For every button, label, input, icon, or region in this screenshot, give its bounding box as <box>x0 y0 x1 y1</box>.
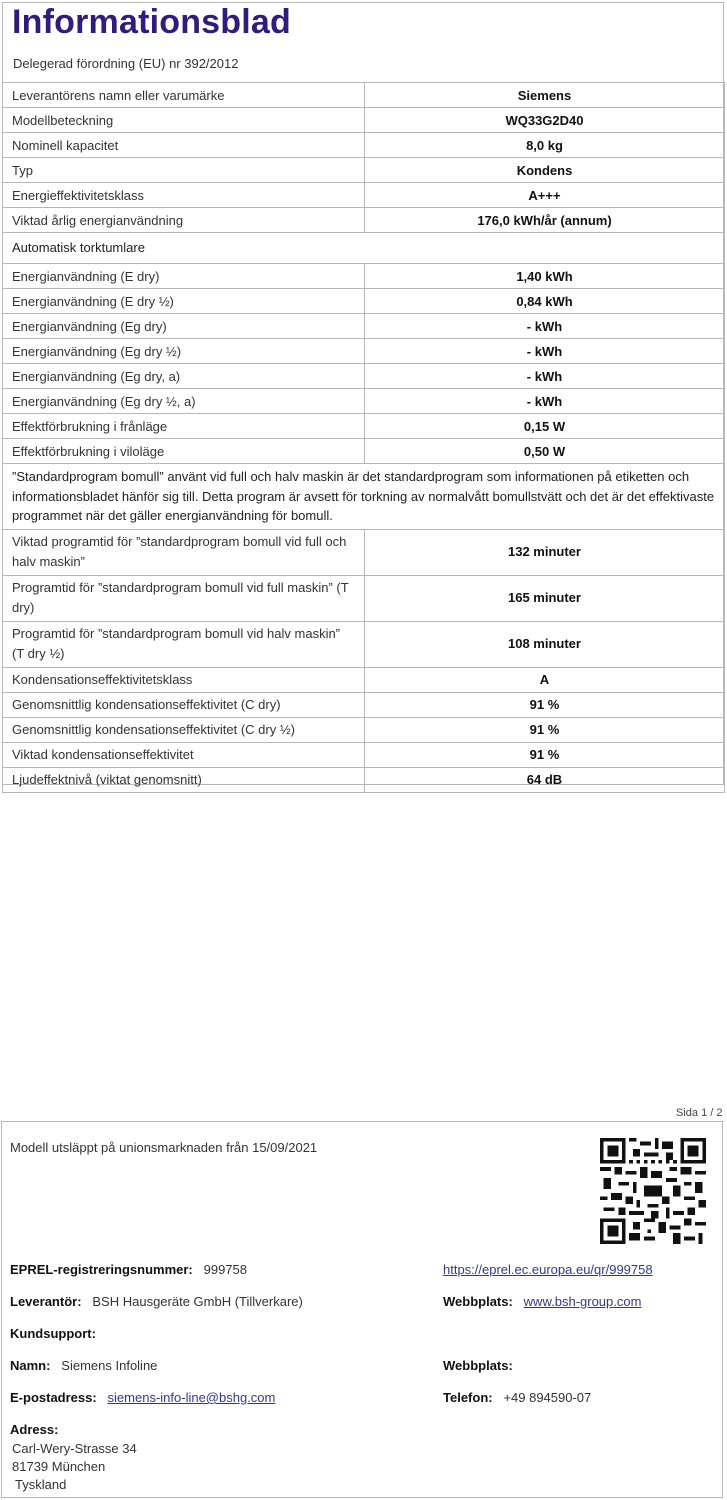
spec-table <box>2 82 725 793</box>
row-label: Kondensationseffektivitetsklass <box>3 667 365 692</box>
row-value: - kWh <box>365 314 725 339</box>
info-sheet <box>2 2 724 785</box>
table-row <box>3 108 725 133</box>
table-row <box>3 414 725 439</box>
supplier-row <box>10 1294 303 1309</box>
table-row <box>3 575 725 621</box>
row-label: Ljudeffektnivå (viktat genomsnitt) <box>3 767 365 792</box>
website-link[interactable]: www.bsh-group.com <box>523 1294 642 1309</box>
row-value: A+++ <box>365 183 725 208</box>
support-label: Kundsupport: <box>10 1326 96 1341</box>
email-label: E-postadress: <box>10 1390 97 1405</box>
phone-row <box>443 1390 591 1405</box>
row-value: Kondens <box>365 158 725 183</box>
row-value: 0,84 kWh <box>365 289 725 314</box>
row-value: 176,0 kWh/år (annum) <box>365 208 725 233</box>
row-label: Typ <box>3 158 365 183</box>
row-label: Energianvändning (Eg dry, a) <box>3 364 365 389</box>
eprel-url-row[interactable] <box>443 1262 653 1277</box>
table-row <box>3 439 725 464</box>
address-label: Adress: <box>10 1422 59 1437</box>
row-value: 8,0 kg <box>365 133 725 158</box>
row-label: Effektförbrukning i frånläge <box>3 414 365 439</box>
row-value: 0,15 W <box>365 414 725 439</box>
name-value: Siemens Infoline <box>61 1358 158 1373</box>
table-row <box>3 529 725 575</box>
phone-label: Telefon: <box>443 1390 493 1405</box>
table-row <box>3 667 725 692</box>
row-label: Effektförbrukning i viloläge <box>3 439 365 464</box>
address-line-1: Carl-Wery-Strasse 34 <box>12 1441 137 1456</box>
name-label: Namn: <box>10 1358 51 1373</box>
table-row <box>3 621 725 667</box>
table-row <box>3 158 725 183</box>
row-label: Energianvändning (E dry) <box>3 264 365 289</box>
row-value: 165 minuter <box>365 575 725 621</box>
eprel-url-link[interactable]: https://eprel.ec.europa.eu/qr/999758 <box>443 1262 653 1277</box>
table-row <box>3 183 725 208</box>
row-value: A <box>365 667 725 692</box>
table-row <box>3 83 725 108</box>
full-width-cell: ”Standardprogram bomull” använt vid full och halv maskin är det standardprogram som informationen på etiketten och informationsbladet hänför sig till. Detta program är avsett för torkning av normalvått bomullstvätt och det är det effektivaste programmet när det gäller energianvändning för bomull. <box>3 464 725 530</box>
row-label: Energianvändning (Eg dry ½, a) <box>3 389 365 414</box>
address-heading <box>10 1422 58 1437</box>
address-line-3: Tyskland <box>15 1477 67 1492</box>
page-title: Informationsblad <box>12 3 291 41</box>
row-label: Nominell kapacitet <box>3 133 365 158</box>
row-label: Energieffektivitetsklass <box>3 183 365 208</box>
website-label: Webbplats: <box>443 1294 513 1309</box>
row-label: Programtid för ”standardprogram bomull vid halv maskin” (T dry ½) <box>3 621 365 667</box>
row-value: - kWh <box>365 364 725 389</box>
support-website-row <box>443 1358 513 1373</box>
table-row <box>3 314 725 339</box>
row-value: Siemens <box>365 83 725 108</box>
row-label: Energianvändning (Eg dry ½) <box>3 339 365 364</box>
row-value: 0,50 W <box>365 439 725 464</box>
table-row <box>3 339 725 364</box>
row-value: 132 minuter <box>365 529 725 575</box>
market-date: Modell utsläppt på unionsmarknaden från 15/09/2021 <box>10 1140 318 1155</box>
row-label: Energianvändning (Eg dry) <box>3 314 365 339</box>
row-label: Leverantörens namn eller varumärke <box>3 83 365 108</box>
eprel-label: EPREL-registreringsnummer: <box>10 1262 193 1277</box>
table-row <box>3 464 725 530</box>
website-row <box>443 1294 641 1309</box>
row-label: Genomsnittlig kondensationseffektivitet (C dry ½) <box>3 717 365 742</box>
supplier-label: Leverantör: <box>10 1294 82 1309</box>
table-row <box>3 692 725 717</box>
row-value: WQ33G2D40 <box>365 108 725 133</box>
row-value: 1,40 kWh <box>365 264 725 289</box>
row-value: - kWh <box>365 339 725 364</box>
qr-code-icon[interactable] <box>600 1138 706 1244</box>
row-label: Viktad programtid för ”standardprogram bomull vid full och halv maskin” <box>3 529 365 575</box>
regulation-subtitle: Delegerad förordning (EU) nr 392/2012 <box>13 56 239 71</box>
table-row <box>3 389 725 414</box>
row-label: Genomsnittlig kondensationseffektivitet (C dry) <box>3 692 365 717</box>
footer-panel <box>1 1121 723 1498</box>
row-value: 91 % <box>365 692 725 717</box>
full-width-cell: Automatisk torktumlare <box>3 233 725 264</box>
row-label: Viktad kondensationseffektivitet <box>3 742 365 767</box>
table-row <box>3 208 725 233</box>
row-value: 91 % <box>365 742 725 767</box>
supplier-value: BSH Hausgeräte GmbH (Tillverkare) <box>92 1294 303 1309</box>
support-heading <box>10 1326 96 1341</box>
row-label: Modellbeteckning <box>3 108 365 133</box>
eprel-row <box>10 1262 247 1277</box>
email-row <box>10 1390 275 1405</box>
table-row <box>3 742 725 767</box>
table-row <box>3 233 725 264</box>
support-website-label: Webbplats: <box>443 1358 513 1373</box>
row-value: 91 % <box>365 717 725 742</box>
name-row <box>10 1358 157 1373</box>
table-row <box>3 289 725 314</box>
row-value: 108 minuter <box>365 621 725 667</box>
row-label: Programtid för ”standardprogram bomull vid full maskin” (T dry) <box>3 575 365 621</box>
row-value: 64 dB <box>365 767 725 792</box>
address-line-2: 81739 München <box>12 1459 106 1474</box>
page-number: Sida 1 / 2 <box>676 1107 723 1119</box>
table-row <box>3 133 725 158</box>
row-label: Viktad årlig energianvändning <box>3 208 365 233</box>
eprel-number: 999758 <box>203 1262 247 1277</box>
table-row <box>3 767 725 792</box>
email-link[interactable]: siemens-info-line@bshg.com <box>107 1390 276 1405</box>
row-label: Energianvändning (E dry ½) <box>3 289 365 314</box>
row-value: - kWh <box>365 389 725 414</box>
table-row <box>3 717 725 742</box>
table-row <box>3 264 725 289</box>
table-row <box>3 364 725 389</box>
phone-value: +49 894590-07 <box>503 1390 592 1405</box>
